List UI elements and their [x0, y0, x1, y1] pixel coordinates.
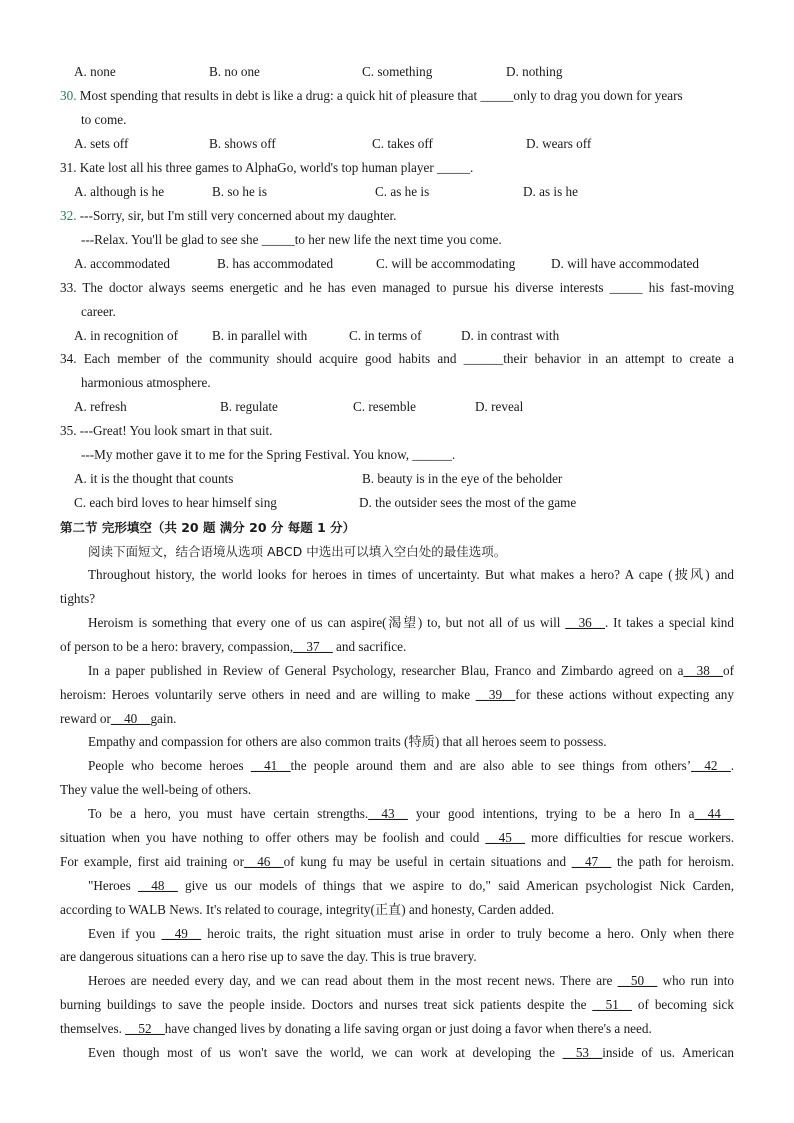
q34-stem: 34. Each member of the community should acquire good habits and ______their behavior in an attempt to create a: [60, 351, 734, 366]
passage-line: Empathy and compassion for others are also common traits (特质) that all heroes seem to possess.: [88, 734, 607, 749]
passage-line: according to WALB News. It's related to courage, integrity(正直) and honesty, Carden added.: [60, 902, 555, 917]
passage-text: heroism: Heroes voluntarily serve others in need and are willing to make: [60, 687, 476, 702]
q32-option-d: D. will have accommodated: [551, 256, 699, 271]
q32-reply: ---Relax. You'll be glad to see she _____to her new life the next time you come.: [81, 232, 502, 247]
q31-option-d: D. as is he: [523, 184, 578, 199]
q32-stem: [60, 207, 734, 225]
blank-46: __46__: [244, 854, 284, 869]
blank-47: __47__: [571, 854, 612, 869]
q29-option-c: C. something: [362, 64, 433, 79]
passage-text: of kung fu may be useful in certain situations and: [283, 854, 572, 869]
q34-option-c: C. resemble: [353, 399, 416, 414]
q35-option-d: D. the outsider sees the most of the game: [359, 495, 577, 510]
blank-51: __51__: [592, 997, 632, 1012]
blank-39: __39__: [475, 687, 516, 702]
q30-stem-cont: to come.: [81, 112, 127, 127]
passage-line: tights?: [60, 591, 96, 606]
passage-text: situation when you have nothing to offer others may be foolish and could: [60, 830, 486, 845]
passage-text: People who become heroes: [88, 758, 251, 773]
passage-line: [88, 662, 734, 680]
passage-text: of person to be a hero: bravery, compassion,: [60, 639, 294, 654]
q30-option-a: A. sets off: [74, 136, 129, 151]
q30-options: [60, 135, 734, 153]
q34-stem-cont: harmonious atmosphere.: [81, 375, 211, 390]
passage-line: [60, 996, 734, 1014]
blank-41: __41__: [250, 758, 291, 773]
q35-option-c: C. each bird loves to hear himself sing: [74, 495, 277, 510]
passage-line: [88, 1044, 734, 1062]
blank-40: __40__: [110, 711, 151, 726]
passage-text: and sacrifice.: [332, 639, 407, 654]
passage-line: Throughout history, the world looks for heroes in times of uncertainty. But what makes a hero? A cape (披风) and: [88, 567, 734, 582]
q30-option-b: B. shows off: [209, 136, 276, 151]
blank-43: __43__: [368, 806, 408, 821]
q32-option-a: A. accommodated: [74, 256, 170, 271]
passage-text: .: [730, 758, 734, 773]
passage-text: In a paper published in Review of General Psychology, researcher Blau, Franco and Zimbardo agreed on a: [88, 663, 684, 678]
passage-text: heroic traits, the right situation must arise in order to truly become a hero. Only when there: [201, 926, 734, 941]
passage-line: [60, 829, 734, 847]
passage-text: themselves.: [60, 1021, 126, 1036]
passage-line: are dangerous situations can a hero rise up to save the day. This is true bravery.: [60, 949, 477, 964]
passage-text: the people around them and are also able to see things from others’: [290, 758, 692, 773]
q30-number: 30.: [60, 88, 77, 103]
passage-line: [88, 925, 734, 943]
passage-text: Heroes are needed every day, and we can read about them in the most recent news. There are: [88, 973, 618, 988]
passage-text: inside of us. American: [602, 1045, 734, 1060]
q31-option-c: C. as he is: [375, 184, 430, 199]
passage-line: [88, 805, 734, 823]
passage-text: Even though most of us won't save the world, we can work at developing the: [88, 1045, 563, 1060]
passage-line: [60, 686, 734, 704]
passage-text: reward or: [60, 711, 111, 726]
q33-stem-cont: career.: [81, 304, 116, 319]
q34-option-a: A. refresh: [74, 399, 127, 414]
passage-text: gain.: [150, 711, 177, 726]
q30-option-c: C. takes off: [372, 136, 433, 151]
q32-text: ---Sorry, sir, but I'm still very concerned about my daughter.: [76, 208, 397, 223]
q32-number: 32.: [60, 208, 77, 223]
q35-option-b: B. beauty is in the eye of the beholder: [362, 471, 563, 486]
q33-option-c: C. in terms of: [349, 328, 422, 343]
blank-48: __48__: [138, 878, 178, 893]
passage-line: [88, 614, 734, 632]
q32-option-c: C. will be accommodating: [376, 256, 516, 271]
q35-options-row1: [60, 470, 734, 488]
passage-text: give us our models of things that we aspire to do," said American psychologist Nick Carden,: [177, 878, 734, 893]
passage-text: of: [723, 663, 734, 678]
passage-line: [60, 638, 734, 656]
blank-52: __52__: [125, 1021, 165, 1036]
passage-line: [60, 853, 734, 871]
passage-text: of becoming sick: [631, 997, 734, 1012]
q33-option-a: A. in recognition of: [74, 328, 179, 343]
blank-50: __50__: [617, 973, 658, 988]
q35-option-a: A. it is the thought that counts: [74, 471, 234, 486]
q31-option-a: A. although is he: [74, 184, 165, 199]
passage-line: [88, 757, 734, 775]
passage-line: They value the well-being of others.: [60, 782, 252, 797]
passage-text: your good intentions, trying to be a hero In a: [407, 806, 695, 821]
q30-option-d: D. wears off: [526, 136, 592, 151]
section-instruction: 阅读下面短文，结合语境从选项 ABCD 中选出可以填入空白处的最佳选项。: [88, 544, 507, 559]
passage-text: To be a hero, you must have certain strengths.: [88, 806, 369, 821]
q33-option-b: B. in parallel with: [212, 328, 308, 343]
q34-option-d: D. reveal: [475, 399, 524, 414]
blank-38: __38__: [683, 663, 723, 678]
q29-option-b: B. no one: [209, 64, 260, 79]
q31-options: [60, 183, 734, 201]
blank-49: __49__: [161, 926, 202, 941]
q32-options: [60, 255, 734, 273]
blank-53: __53__: [562, 1045, 603, 1060]
q34-option-b: B. regulate: [220, 399, 278, 414]
q34-options: [60, 398, 734, 416]
q33-option-d: D. in contrast with: [461, 328, 560, 343]
blank-45: __45__: [485, 830, 525, 845]
blank-42: __42__: [691, 758, 731, 773]
q33-options: [60, 327, 734, 345]
q29-option-a: A. none: [74, 64, 116, 79]
q31-stem: 31. Kate lost all his three games to AlphaGo, world's top human player _____.: [60, 160, 474, 175]
q30-text: Most spending that results in debt is like a drug: a quick hit of pleasure that _____only to drag you down for years: [76, 88, 683, 103]
passage-text: have changed lives by donating a life saving organ or just doing a favor when there's a need.: [164, 1021, 652, 1036]
q32-option-b: B. has accommodated: [217, 256, 334, 271]
passage-text: . It takes a special kind: [604, 615, 734, 630]
passage-text: "Heroes: [88, 878, 139, 893]
passage-line: [60, 710, 734, 728]
passage-text: Heroism is something that every one of us can aspire(渴望) to, but not all of us will: [88, 615, 566, 630]
blank-37: __37__: [293, 639, 333, 654]
passage-text: more difficulties for rescue workers.: [525, 830, 734, 845]
passage-text: for these actions without expecting any: [515, 687, 734, 702]
passage-text: who run into: [657, 973, 734, 988]
q31-option-b: B. so he is: [212, 184, 267, 199]
q35-options-row2: [60, 494, 734, 512]
section-heading: 第二节 完形填空（共 20 题 满分 20 分 每题 1 分）: [60, 520, 356, 535]
q29-option-d: D. nothing: [506, 64, 563, 79]
q30-stem: [60, 87, 734, 105]
q29-options: [60, 63, 734, 81]
passage-line: [88, 877, 734, 895]
q35-stem: 35. ---Great! You look smart in that suit.: [60, 423, 273, 438]
passage-line: [60, 1020, 734, 1038]
passage-text: burning buildings to save the people inside. Doctors and nurses treat sick patients despite the: [60, 997, 593, 1012]
passage-text: Even if you: [88, 926, 162, 941]
passage-text: the path for heroism.: [611, 854, 734, 869]
q35-reply: ---My mother gave it to me for the Spring Festival. You know, ______.: [81, 447, 456, 462]
q33-stem: 33. The doctor always seems energetic and he has even managed to pursue his diverse interests _____ his fast-moving: [60, 280, 734, 295]
blank-44: __44__: [694, 806, 734, 821]
blank-36: __36__: [565, 615, 605, 630]
passage-text: For example, first aid training or: [60, 854, 245, 869]
passage-line: [88, 972, 734, 990]
